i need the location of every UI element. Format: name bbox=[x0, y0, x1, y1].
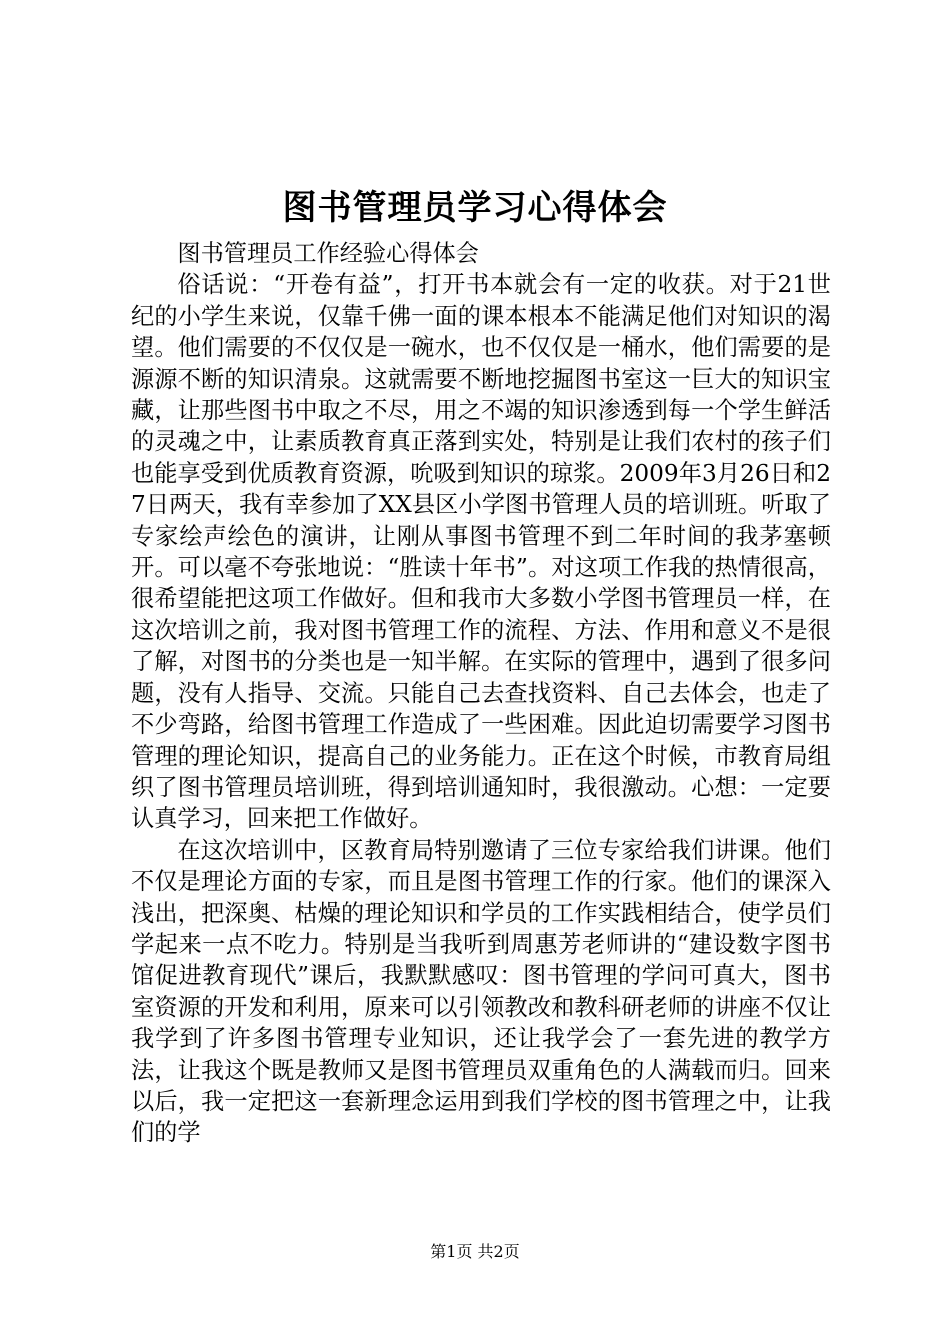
page-footer: 第1页 共2页 bbox=[430, 1242, 520, 1261]
document-title: 图书管理员学习心得体会 bbox=[282, 188, 668, 228]
paragraph-subtitle: 图书管理员工作经验心得体会 bbox=[177, 240, 479, 267]
paragraph-1: 俗话说：“开卷有益”，打开书本就会有一定的收获。对于21世纪的小学生来说，仅靠千佛一面的课本根本不能满足他们对知识的渴望。他们需要的不仅仅是一碗水，也不仅仅是一桶水，他们需要的是源源不断的知识清泉。这就需要不断地挖掘图书室这一巨大的知识宝藏，让那些图书中取之不尽，用之不竭的知识渗透到每一个学生鲜活的灵魂之中，让素质教育真正落到实处，特别是让我们农村的孩子们也能享受到优质教育资源，吮吸到知识的琼浆。2009年3月26日和27日两天，我有幸参加了XX县区小学图书管理人员的培训班。听取了专家绘声绘色的演讲，让刚从事图书管理不到二年时间的我茅塞顿开。可以毫不夸张地说：“胜读十年书”。对这项工作我的热情很高，很希望能把这项工作做好。但和我市大多数小学图书管理员一样，在这次培训之前，我对图书管理工作的流程、方法、作用和意义不是很了解，对图书的分类也是一知半解。在实际的管理中，遇到了很多问题，没有人指导、交流。只能自己去查找资料、自己去体会，也走了不少弯路，给图书管理工作造成了一些困难。因此迫切需要学习图书管理的理论知识，提高自己的业务能力。正在这个时候，市教育局组织了图书管理员培训班，得到培训通知时，我很激动。心想：一定要认真学习，回来把工作做好。 bbox=[131, 271, 831, 833]
document-body bbox=[131, 238, 831, 1149]
paragraph-2: 在这次培训中，区教育局特别邀请了三位专家给我们讲课。他们不仅是理论方面的专家，而且是图书管理工作的行家。他们的课深入浅出，把深奥、枯燥的理论知识和学员的工作实践相结合，使学员们学起来一点不吃力。特别是当我听到周惠芳老师讲的“建设数字图书馆促进教育现代”课后，我默默感叹：图书管理的学问可真大，图书室资源的开发和利用，原来可以引领教改和教科研老师的讲座不仅让我学到了许多图书管理专业知识，还让我学会了一套先进的教学方法，让我这个既是教师又是图书管理员双重角色的人满载而归。回来以后，我一定把这一套新理念运用到我们学校的图书管理之中，让我们的学 bbox=[131, 836, 831, 1147]
